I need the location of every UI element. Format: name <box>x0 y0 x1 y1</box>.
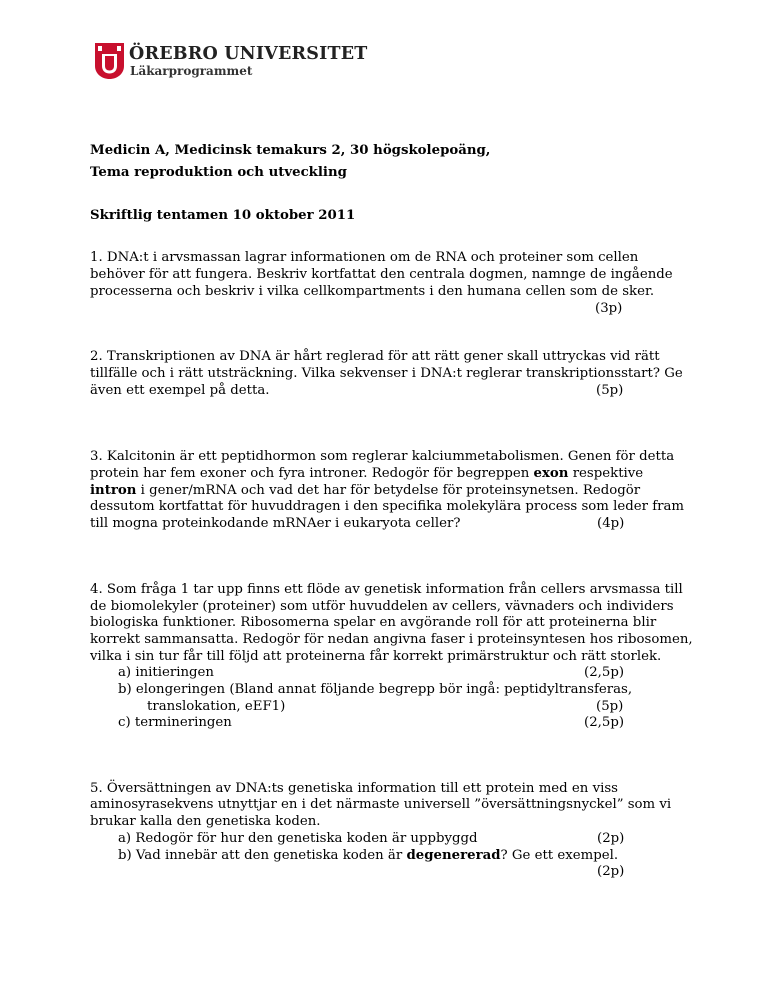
points-label: (2p) <box>597 831 625 846</box>
subquestion-a: a) initieringen <box>118 665 214 680</box>
points-label: (5p) <box>596 699 624 714</box>
question-text <box>90 483 640 500</box>
university-seal-icon <box>93 42 126 80</box>
subquestion-b <box>118 848 618 865</box>
exam-title: Skriftlig tentamen 10 oktober 2011 <box>90 208 356 223</box>
subquestion-b-continued: translokation, eEF1) <box>147 699 286 714</box>
question-text: 2. Transkriptionen av DNA är hårt reglerad för att rätt gener skall uttryckas vid rätt <box>90 349 660 364</box>
course-title: Medicin A, Medicinsk temakurs 2, 30 högskolepoäng, <box>90 143 491 158</box>
question-text: behöver för att fungera. Beskriv kortfattat den centrala dogmen, namnge de ingående <box>90 267 673 282</box>
question-text: i gener/mRNA och vad det har för betydelse för proteinsynetsen. Redogör <box>140 483 641 498</box>
question-text: dessutom kortfattat för huvuddragen i den specifika molekylära process som leder fram <box>90 499 685 514</box>
question-text: processerna och beskriv i vilka cellkompartments i den humana cellen som de sker. <box>90 284 655 299</box>
points-label: (5p) <box>596 383 624 398</box>
question-text: b) Vad innebär att den genetiska koden är <box>118 848 403 863</box>
term-intron: intron <box>90 483 137 498</box>
points-label: (4p) <box>597 516 625 531</box>
question-text: brukar kalla den genetiska koden. <box>90 814 321 829</box>
question-text: 3. Kalcitonin är ett peptidhormon som reglerar kalciummetabolismen. Genen för detta <box>90 449 675 464</box>
question-text: 1. DNA:t i arvsmassan lagrar informationen om de RNA och proteiner som cellen <box>90 250 639 265</box>
question-text: 4. Som fråga 1 tar upp finns ett flöde av genetisk information från cellers arvsmassa till <box>90 582 683 597</box>
term-exon: exon <box>533 466 569 481</box>
points-label: (2,5p) <box>584 715 625 730</box>
subquestion-c: c) termineringen <box>118 715 232 730</box>
program-name: Läkarprogrammet <box>130 64 253 78</box>
question-text: de biomolekyler (proteiner) som utför huvuddelen av cellers, vävnaders och individers <box>90 599 674 614</box>
university-logo <box>93 42 393 82</box>
question-text <box>90 466 643 483</box>
subquestion-a: a) Redogör för hur den genetiska koden är uppbyggd <box>118 831 478 846</box>
question-text: 5. Översättningen av DNA:ts genetiska information till ett protein med en viss <box>90 781 618 796</box>
theme-title: Tema reproduktion och utveckling <box>90 165 347 180</box>
question-text: vilka i sin tur får till följd att proteinerna får korrekt primärstruktur och rätt storlek. <box>90 649 662 664</box>
question-text: korrekt sammansatta. Redogör för nedan angivna faser i proteinsyntesen hos ribosomen, <box>90 632 693 647</box>
term-degenererad: degenererad <box>406 848 501 863</box>
question-text: även ett exempel på detta. <box>90 383 270 398</box>
points-label: (2,5p) <box>584 665 625 680</box>
question-text: tillfälle och i rätt utsträckning. Vilka sekvenser i DNA:t reglerar transkriptionsstart? Ge <box>90 366 683 381</box>
points-label: (3p) <box>595 301 623 316</box>
question-text: protein har fem exoner och fyra introner. Redogör för begreppen <box>90 466 530 481</box>
question-text: till mogna proteinkodande mRNAer i eukaryota celler? <box>90 516 461 531</box>
question-text: ? Ge ett exempel. <box>500 848 619 863</box>
question-text: aminosyrasekvens utnyttjar en i det närmaste universell ”översättningsnyckel” som vi <box>90 797 672 812</box>
subquestion-b: b) elongeringen (Bland annat följande begrepp bör ingå: peptidyltransferas, <box>118 682 633 697</box>
question-text: respektive <box>572 466 644 481</box>
university-name: ÖREBRO UNIVERSITET <box>129 44 368 64</box>
question-text: biologiska funktioner. Ribosomerna spelar en avgörande roll för att proteinerna blir <box>90 615 657 630</box>
points-label: (2p) <box>597 864 625 879</box>
